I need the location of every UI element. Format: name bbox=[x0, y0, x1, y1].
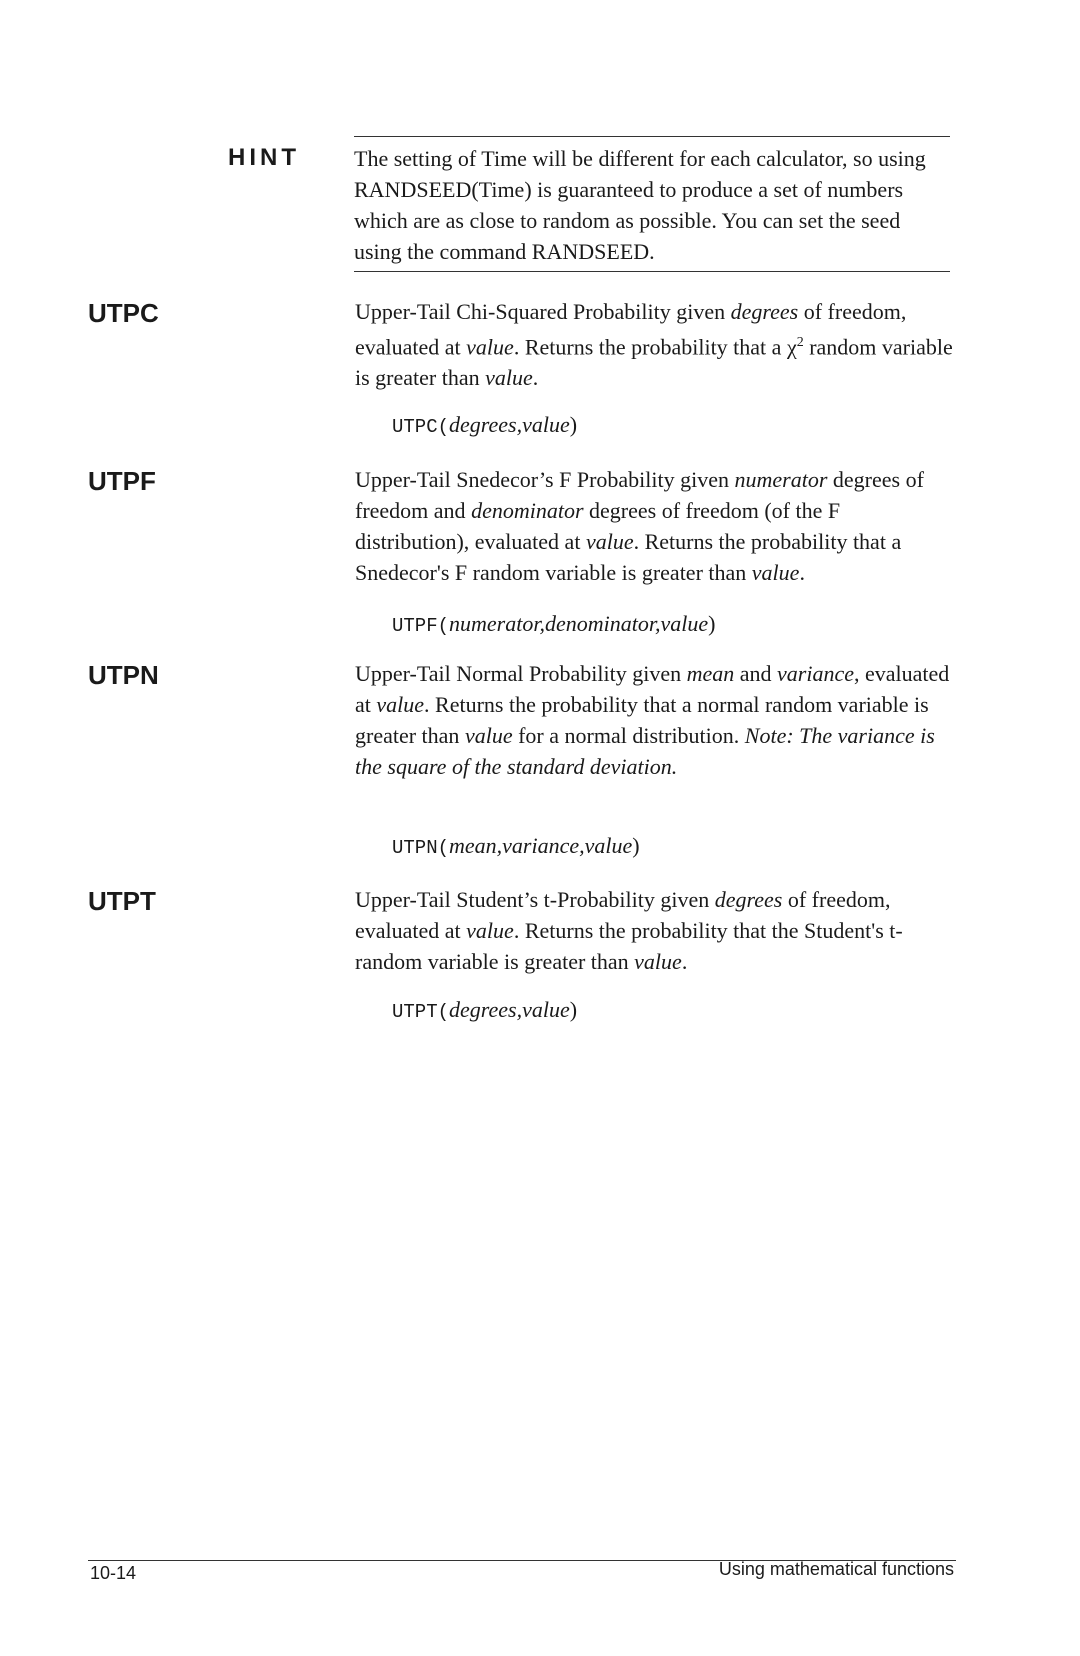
hint-label: HINT bbox=[228, 144, 300, 171]
entry-name-utpn: UTPN bbox=[88, 660, 159, 690]
hint-text: The setting of Time will be different for each calculator, so using RANDSEED(Time) is guaranteed to produce a set of numbers which are as close to random as possible. You can set the seed using the command RANDSEED. bbox=[354, 136, 950, 272]
entry-description-utpt: Upper-Tail Student’s t-Probability given degrees of freedom, evaluated at value. Returns the probability that the Student's t-random variable is greater than value. bbox=[355, 887, 903, 974]
entry-description-utpf: Upper-Tail Snedecor’s F Probability given numerator degrees of freedom and denominator degrees of freedom (of the F distribution), evaluated at value. Returns the probability that a Snedecor's F random variable is greater than value. bbox=[355, 467, 924, 585]
entry-description-utpc: Upper-Tail Chi-Squared Probability given degrees of freedom, evaluated at value. Returns the probability that a $\chi^2$ random variable is greater than value. bbox=[355, 299, 953, 391]
entry-description-utpn: Upper-Tail Normal Probability given mean and variance, evaluated at value. Returns the probability that a normal random variable is greater than value for a normal distribution. Note: The variance is the square of the standard deviation. bbox=[355, 661, 950, 779]
syntax-utpc: UTPC(degrees,value) bbox=[392, 412, 578, 438]
entry-name-utpf: UTPF bbox=[88, 466, 156, 496]
page-number: 10-14 bbox=[90, 1563, 137, 1583]
syntax-utpt: UTPT(degrees,value) bbox=[392, 997, 578, 1023]
section-title: Using mathematical functions bbox=[718, 1559, 954, 1579]
entry-name-utpt: UTPT bbox=[88, 886, 156, 916]
entry-name-utpc: UTPC bbox=[88, 298, 159, 328]
syntax-utpn: UTPN(mean,variance,value) bbox=[392, 833, 640, 859]
syntax-utpf: UTPF(numerator,denominator,value) bbox=[392, 611, 716, 637]
